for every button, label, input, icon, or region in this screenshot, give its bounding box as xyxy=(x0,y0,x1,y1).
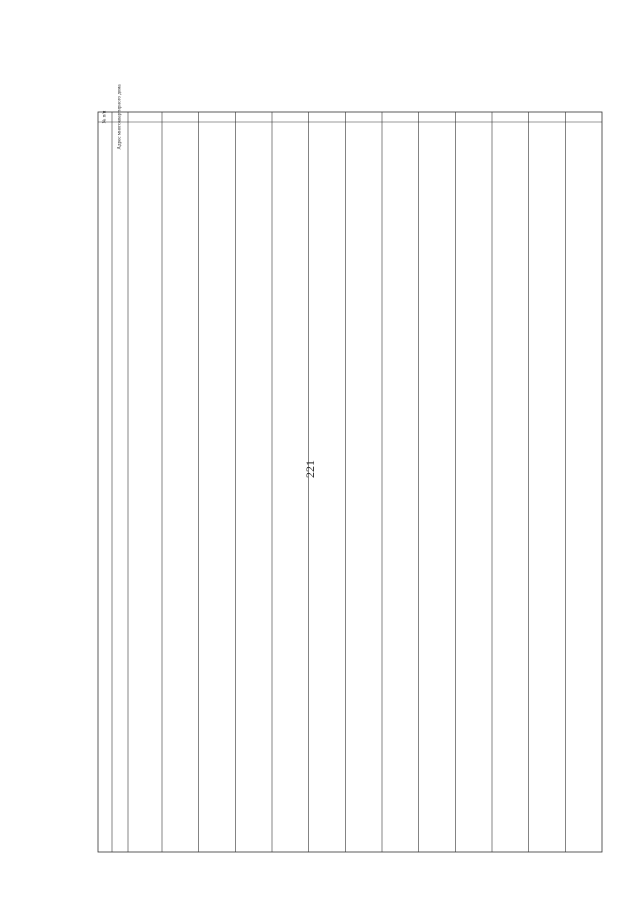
header-num: № п/п xyxy=(102,110,108,124)
header-address: Адрес многоквартирного дома xyxy=(117,84,123,150)
page-number: 221 xyxy=(303,460,317,478)
table-frame xyxy=(98,112,602,852)
